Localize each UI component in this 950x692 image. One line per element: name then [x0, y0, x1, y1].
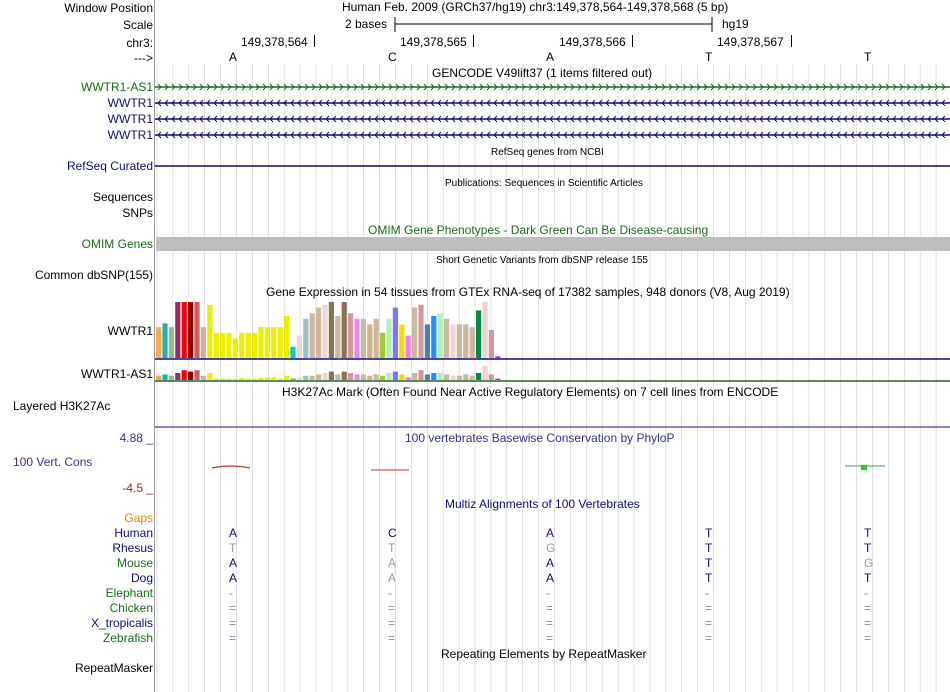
multiz-base: = — [705, 601, 713, 615]
gtex-bar-wwtr1-as1 — [284, 376, 289, 380]
gtex-bar-wwtr1 — [194, 302, 199, 358]
multiz-base: - — [864, 586, 868, 600]
multiz-track-title: Multiz Alignments of 100 Vertebrates — [445, 497, 640, 511]
gtex-bar-wwtr1 — [342, 302, 347, 358]
gtex-bar-wwtr1-as1 — [162, 374, 167, 380]
h3k27ac-track-title: H3K27Ac Mark (Often Found Near Active Regulatory Elements) on 7 cell lines from ENCODE — [282, 385, 779, 399]
gtex-bar-wwtr1 — [386, 319, 391, 358]
base-5: T — [864, 50, 872, 64]
omim-label[interactable]: OMIM Genes — [81, 237, 153, 251]
multiz-base: = — [229, 631, 237, 645]
gtex-bar-wwtr1 — [220, 333, 225, 358]
gtex-bar-wwtr1 — [361, 319, 366, 358]
gtex-bar-wwtr1-as1 — [393, 372, 398, 380]
gtex-bar-wwtr1-as1 — [303, 376, 308, 380]
multiz-base: A — [229, 556, 238, 570]
ruler-pos-2: 149,378,565 — [400, 35, 467, 49]
gtex-bar-wwtr1-as1 — [156, 376, 161, 380]
gencode-item-label[interactable]: WWTR1-AS1 — [81, 80, 153, 94]
multiz-base: = — [229, 601, 237, 615]
gtex-bar-wwtr1 — [303, 319, 308, 358]
gencode-item-label[interactable]: WWTR1 — [107, 112, 153, 126]
multiz-species-label[interactable]: Human — [114, 526, 153, 540]
gencode-item-label[interactable]: WWTR1 — [107, 96, 153, 110]
gtex-bar-wwtr1 — [393, 308, 398, 358]
gtex-bar-wwtr1 — [233, 338, 238, 358]
gencode-item-label[interactable]: WWTR1 — [107, 128, 153, 142]
multiz-base: T — [705, 541, 713, 555]
gtex-bar-wwtr1-as1 — [470, 376, 475, 380]
gtex-bar-wwtr1 — [265, 327, 270, 358]
multiz-base: T — [705, 526, 713, 540]
gtex-bar-wwtr1-as1 — [258, 378, 263, 380]
gtex-bar-wwtr1 — [188, 302, 193, 358]
gtex-bar-wwtr1-as1 — [265, 377, 270, 380]
multiz-base: A — [546, 556, 555, 570]
multiz-species-label[interactable]: Zebrafish — [102, 631, 153, 645]
gtex-bar-wwtr1 — [207, 305, 212, 358]
gtex-expression-plot[interactable] — [155, 298, 950, 384]
gtex-bar-wwtr1-as1 — [406, 377, 411, 380]
multiz-base: = — [864, 631, 872, 645]
gtex-bar-wwtr1 — [169, 327, 174, 358]
gtex-bar-wwtr1-as1 — [450, 376, 455, 380]
publications-track-title: Publications: Sequences in Scientific Articles — [445, 178, 643, 189]
ruler-pos-1: 149,378,564 — [241, 35, 308, 49]
gtex-bar-wwtr1-as1 — [482, 366, 487, 380]
gtex-bar-wwtr1 — [214, 333, 219, 358]
gtex-bar-wwtr1-as1 — [495, 379, 500, 380]
dbsnp-label[interactable]: Common dbSNP(155) — [34, 268, 153, 282]
gtex-bar-wwtr1 — [316, 308, 321, 358]
gtex-bar-wwtr1 — [438, 313, 443, 358]
assembly-info: Human Feb. 2009 (GRCh37/hg19) chr3:149,378,564-149,378,568 (5 bp) — [342, 0, 729, 14]
phylop-track-title: 100 vertebrates Basewise Conservation by PhyloP — [405, 431, 675, 445]
gtex-bar-wwtr1 — [450, 324, 455, 358]
gtex-bar-wwtr1 — [290, 347, 295, 358]
multiz-species-label[interactable]: Mouse — [116, 556, 153, 570]
multiz-base: T — [864, 571, 872, 585]
gtex-bar-wwtr1 — [367, 324, 372, 358]
gtex-bar-wwtr1 — [380, 333, 385, 358]
gtex-bar-wwtr1-as1 — [207, 373, 212, 380]
base-2: C — [388, 50, 397, 64]
multiz-base: C — [388, 526, 397, 540]
phylop-min-label: -4.5 _ — [122, 481, 153, 495]
phylop-label[interactable]: 100 Vert. Cons — [13, 455, 93, 469]
omim-track-title: OMIM Gene Phenotypes - Dark Green Can Be Disease-causing — [368, 223, 709, 237]
multiz-base: T — [229, 541, 237, 555]
gtex-bar-wwtr1-as1 — [438, 373, 443, 380]
ruler-ticks — [155, 34, 950, 50]
gtex-bar-wwtr1 — [278, 327, 283, 358]
gtex-bar-wwtr1 — [310, 313, 315, 358]
multiz-species-label[interactable]: Chicken — [109, 601, 153, 615]
refseq-track-title: RefSeq genes from NCBI — [491, 147, 604, 158]
gtex-bar-wwtr1 — [425, 324, 430, 358]
multiz-base: - — [705, 586, 709, 600]
gtex-bar-wwtr1-as1 — [239, 378, 244, 380]
base-3: A — [546, 50, 555, 64]
gtex-bar-wwtr1-as1 — [182, 370, 187, 380]
multiz-base: = — [388, 616, 396, 630]
gtex-bar-wwtr1-as1 — [342, 372, 347, 380]
gtex-bar-wwtr1-as1 — [386, 373, 391, 380]
gtex-bar-wwtr1-as1 — [335, 374, 340, 380]
phylop-max-label: 4.88 _ — [119, 431, 153, 445]
gencode-track-title: GENCODE V49lift37 (1 items filtered out) — [432, 66, 653, 80]
h3k27ac-label[interactable]: Layered H3K27Ac — [13, 399, 111, 413]
gtex-bar-wwtr1 — [354, 319, 359, 358]
gtex-bar-wwtr1-as1 — [316, 374, 321, 380]
gtex-bar-wwtr1-as1 — [354, 374, 359, 380]
gtex-bar-wwtr1-as1 — [399, 374, 404, 380]
gtex-track-title: Gene Expression in 54 tissues from GTEx RNA-seq of 17382 samples, 948 donors (V8, Aug 2019) — [266, 285, 790, 299]
db-text: hg19 — [722, 17, 749, 31]
gtex-bar-wwtr1 — [322, 305, 327, 358]
gtex-bar-wwtr1 — [239, 333, 244, 358]
gtex-bar-wwtr1 — [457, 324, 462, 358]
gtex-bar-wwtr1 — [476, 310, 481, 358]
multiz-base: - — [546, 586, 550, 600]
scale-label: Scale — [122, 18, 153, 32]
gtex-bar-wwtr1 — [258, 327, 263, 358]
gtex-bar-wwtr1 — [271, 327, 276, 358]
gtex-bar-wwtr1-as1 — [374, 374, 379, 380]
multiz-base: = — [864, 601, 872, 615]
multiz-base: T — [705, 571, 713, 585]
refseq-feature[interactable] — [155, 160, 950, 172]
gtex-bar-wwtr1 — [489, 330, 494, 358]
gtex-bar-wwtr1 — [463, 324, 468, 358]
gtex-bar-wwtr1 — [431, 316, 436, 358]
gtex-bar-wwtr1 — [374, 319, 379, 358]
gtex-bar-wwtr1 — [284, 316, 289, 358]
gencode-features[interactable] — [155, 80, 950, 142]
gtex-bar-wwtr1-as1 — [444, 374, 449, 380]
repeatmasker-label[interactable]: RepeatMasker — [74, 661, 153, 675]
gtex-bar-wwtr1-as1 — [194, 370, 199, 380]
gtex-bar-wwtr1 — [335, 316, 340, 358]
gtex-bar-wwtr1-as1 — [489, 374, 494, 380]
gtex-bar-wwtr1-as1 — [412, 373, 417, 380]
gtex-bar-wwtr1 — [175, 302, 180, 358]
multiz-base: A — [229, 526, 238, 540]
multiz-species-label[interactable]: Elephant — [105, 586, 153, 600]
multiz-base: T — [705, 556, 713, 570]
multiz-species-label[interactable]: Dog — [130, 571, 153, 585]
gtex-bar-wwtr1-as1 — [476, 373, 481, 380]
gtex-gene-label-wwtr1[interactable]: WWTR1 — [107, 324, 153, 338]
gtex-bar-wwtr1-as1 — [278, 379, 283, 380]
multiz-base: G — [546, 541, 556, 555]
gtex-bar-wwtr1-as1 — [310, 376, 315, 380]
position-label: Window Position — [64, 1, 153, 15]
multiz-base: T — [388, 541, 396, 555]
gtex-bar-wwtr1-as1 — [252, 379, 257, 380]
gtex-bar-wwtr1 — [399, 324, 404, 358]
multiz-gaps-label[interactable]: Gaps — [124, 511, 153, 525]
gtex-bar-wwtr1-as1 — [201, 376, 206, 380]
multiz-species-label[interactable]: X_tropicalis — [90, 616, 153, 630]
gtex-bar-wwtr1-as1 — [214, 379, 219, 380]
multiz-base: - — [229, 586, 233, 600]
gtex-bar-wwtr1 — [406, 336, 411, 358]
gtex-bar-wwtr1 — [182, 302, 187, 358]
chrom-label: chr3: — [126, 36, 153, 50]
multiz-base: = — [546, 601, 554, 615]
gtex-bar-wwtr1-as1 — [188, 372, 193, 380]
gtex-bar-wwtr1-as1 — [226, 379, 231, 380]
multiz-base: A — [229, 571, 238, 585]
multiz-base: = — [388, 631, 396, 645]
gtex-bar-wwtr1-as1 — [246, 379, 251, 380]
gtex-bar-wwtr1-as1 — [290, 379, 295, 380]
gtex-gene-label-wwtr1-as1[interactable]: WWTR1-AS1 — [81, 367, 153, 381]
multiz-base: = — [546, 616, 554, 630]
gtex-bar-wwtr1-as1 — [322, 373, 327, 380]
multiz-base: T — [864, 541, 872, 555]
multiz-base: = — [546, 631, 554, 645]
dbsnp-track-title: Short Genetic Variants from dbSNP release 155 — [436, 255, 648, 266]
gtex-bar-wwtr1-as1 — [380, 376, 385, 380]
gtex-bar-wwtr1-as1 — [175, 373, 180, 380]
gtex-bar-wwtr1-as1 — [271, 377, 276, 380]
phylop-plot[interactable] — [155, 460, 950, 476]
multiz-base: G — [864, 556, 874, 570]
gtex-bar-wwtr1 — [252, 333, 257, 358]
gtex-bar-wwtr1-as1 — [463, 374, 468, 380]
publications-label-sequences[interactable]: Sequences — [92, 190, 153, 204]
multiz-base: A — [388, 556, 397, 570]
gtex-bar-wwtr1-as1 — [361, 374, 366, 380]
gtex-bar-wwtr1 — [226, 333, 231, 358]
gtex-bar-wwtr1-as1 — [431, 373, 436, 380]
gtex-bar-wwtr1 — [162, 323, 167, 358]
gtex-bar-wwtr1 — [495, 356, 500, 358]
gtex-bar-wwtr1-as1 — [348, 373, 353, 380]
gtex-bar-wwtr1-as1 — [457, 376, 462, 380]
gtex-bar-wwtr1 — [418, 305, 423, 358]
multiz-species-label[interactable]: Rhesus — [112, 541, 153, 555]
multiz-base: = — [388, 601, 396, 615]
ruler-pos-3: 149,378,566 — [559, 35, 626, 49]
multiz-base: = — [229, 616, 237, 630]
gtex-bar-wwtr1-as1 — [220, 379, 225, 380]
multiz-base: T — [864, 526, 872, 540]
scale-text: 2 bases — [345, 17, 388, 31]
multiz-base: = — [705, 616, 713, 630]
gtex-bar-wwtr1 — [412, 308, 417, 358]
gtex-bar-wwtr1 — [348, 313, 353, 358]
gtex-bar-wwtr1-as1 — [425, 374, 430, 380]
gtex-bar-wwtr1 — [482, 302, 487, 358]
scale-bar — [390, 16, 720, 34]
gtex-bar-wwtr1-as1 — [418, 370, 423, 380]
gtex-bar-wwtr1-as1 — [297, 377, 302, 380]
multiz-base: A — [388, 571, 397, 585]
gtex-bar-wwtr1 — [297, 336, 302, 358]
repeatmasker-track-title: Repeating Elements by RepeatMasker — [441, 647, 647, 661]
gtex-bar-wwtr1 — [201, 327, 206, 358]
multiz-base: A — [546, 526, 555, 540]
base-4: T — [705, 50, 713, 64]
multiz-base: - — [388, 586, 392, 600]
gtex-bar-wwtr1 — [329, 302, 334, 358]
publications-label-snps[interactable]: SNPs — [122, 206, 153, 220]
gtex-bar-wwtr1-as1 — [367, 376, 372, 380]
gtex-bar-wwtr1-as1 — [169, 376, 174, 380]
multiz-base: = — [705, 631, 713, 645]
omim-gene-bar[interactable] — [156, 237, 950, 251]
gtex-bar-wwtr1-as1 — [329, 372, 334, 380]
gtex-bar-wwtr1 — [156, 327, 161, 358]
strand-label: ---> — [134, 51, 153, 65]
base-1: A — [229, 50, 238, 64]
gtex-bar-wwtr1 — [246, 333, 251, 358]
refseq-label[interactable]: RefSeq Curated — [66, 159, 153, 173]
ruler-pos-4: 149,378,567 — [717, 35, 784, 49]
multiz-base: A — [546, 571, 555, 585]
multiz-base: = — [864, 616, 872, 630]
gtex-bar-wwtr1-as1 — [233, 379, 238, 380]
gtex-bar-wwtr1 — [470, 327, 475, 358]
gtex-bar-wwtr1 — [444, 319, 449, 358]
